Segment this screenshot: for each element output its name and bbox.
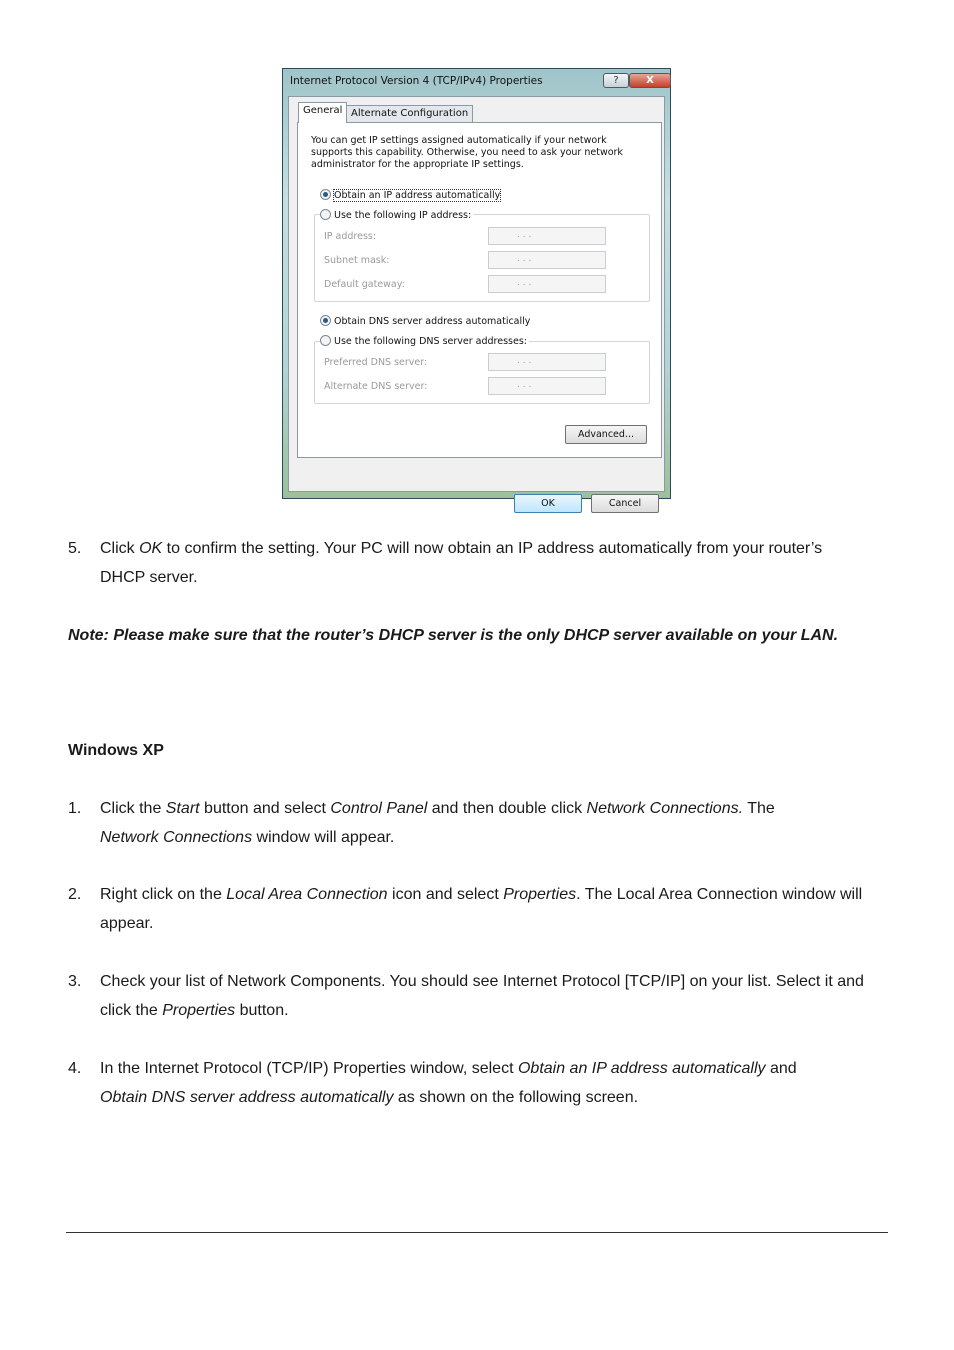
radio-unselected-icon: [320, 209, 331, 220]
radio-unselected-icon: [320, 335, 331, 346]
dialog-client-area: [288, 96, 665, 509]
help-icon: ?: [613, 75, 619, 86]
subnet-mask-label: Subnet mask:: [324, 255, 390, 266]
step-text: Click OK to confirm the setting. Your PC will now obtain an IP address automatically from your router’s DHCP server.: [100, 540, 823, 586]
help-button[interactable]: [603, 73, 629, 88]
dialog-title: Internet Protocol Version 4 (TCP/IPv4) Properties: [290, 75, 543, 87]
step-number: 3.: [68, 973, 82, 990]
step-number: 2.: [68, 886, 82, 903]
ip-address-label: IP address:: [324, 231, 377, 242]
radio-selected-icon: [320, 315, 331, 326]
step-text: In the Internet Protocol (TCP/IP) Properties window, select Obtain an IP address automatically and Obtain DNS server address automatically as shown on the following screen.: [100, 1060, 797, 1106]
subnet-mask-value: . . .: [517, 254, 532, 264]
ok-button[interactable]: OK: [514, 494, 582, 513]
section-heading-windows-xp: Windows XP: [68, 742, 164, 759]
use-following-ip-radio[interactable]: [320, 209, 473, 221]
general-tab-panel: [297, 122, 662, 458]
step-text: Right click on the Local Area Connection icon and select Properties. The Local Area Connection window will appear.: [100, 886, 863, 932]
default-gateway-label: Default gateway:: [324, 279, 405, 290]
use-following-dns-radio[interactable]: [320, 335, 529, 347]
tab-general[interactable]: General: [298, 102, 347, 123]
alternate-dns-label: Alternate DNS server:: [324, 381, 428, 392]
tcpip-properties-dialog: [282, 68, 671, 509]
emphasis: OK: [139, 540, 163, 557]
dialog-description: You can get IP settings assigned automatically if your network supports this capability. Otherwise, you need to ask your network administrator for the appropriate IP settings.: [311, 135, 623, 170]
step-number: 1.: [68, 800, 82, 817]
default-gateway-value: . . .: [517, 278, 532, 288]
obtain-ip-auto-label: Obtain an IP address automatically: [334, 190, 501, 201]
obtain-ip-auto-radio[interactable]: [320, 189, 502, 201]
ip-address-value: . . .: [517, 230, 532, 240]
footer-divider: [66, 1232, 888, 1233]
use-following-dns-label: Use the following DNS server addresses:: [334, 336, 527, 347]
title-bar: [289, 74, 664, 92]
dhcp-note: Note: Please make sure that the router’s DHCP server is the only DHCP server available on your LAN.: [68, 627, 839, 644]
close-icon: X: [646, 75, 654, 86]
close-button[interactable]: [629, 73, 671, 88]
preferred-dns-label: Preferred DNS server:: [324, 357, 428, 368]
step-text: Check your list of Network Components. You should see Internet Protocol [TCP/IP] on your list. Select it and click the Properties button.: [100, 973, 864, 1019]
step-number: 4.: [68, 1060, 82, 1077]
preferred-dns-value: . . .: [517, 356, 532, 366]
step-number: 5.: [68, 540, 82, 557]
tab-alternate-configuration[interactable]: Alternate Configuration: [346, 105, 473, 123]
obtain-dns-auto-radio[interactable]: [320, 315, 532, 327]
alternate-dns-field[interactable]: [488, 377, 606, 395]
radio-selected-icon: [320, 189, 331, 200]
use-following-ip-label: Use the following IP address:: [334, 210, 472, 221]
alternate-dns-value: . . .: [517, 380, 532, 390]
default-gateway-field[interactable]: [488, 275, 606, 293]
obtain-dns-auto-label: Obtain DNS server address automatically: [334, 316, 531, 327]
ip-address-field[interactable]: [488, 227, 606, 245]
preferred-dns-field[interactable]: [488, 353, 606, 371]
step-text: Click the Start button and select Control Panel and then double click Network Connections. The Network Connections window will appear.: [100, 800, 775, 846]
advanced-button[interactable]: Advanced...: [565, 425, 647, 444]
cancel-button[interactable]: Cancel: [591, 494, 659, 513]
subnet-mask-field[interactable]: [488, 251, 606, 269]
